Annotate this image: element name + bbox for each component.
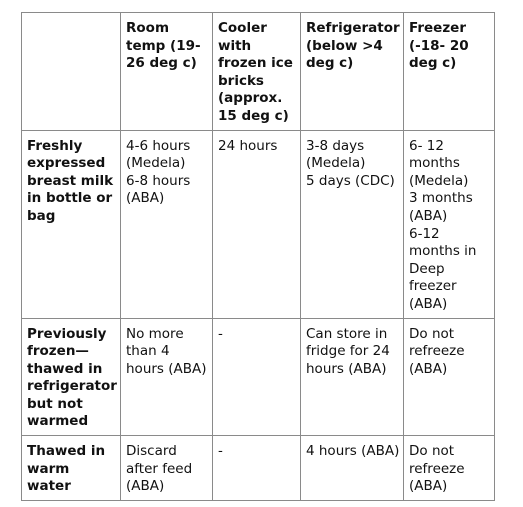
cell-line: 6-12 months in Deep freezer (ABA) [409, 225, 477, 312]
cell-refrigerator: 4 hours (ABA) [301, 436, 404, 501]
milk-storage-table [21, 12, 495, 501]
cell-line: 5 days (CDC) [306, 172, 395, 189]
cell-freezer: Do not refreeze (ABA) [404, 318, 495, 436]
cell-freezer: Do not refreeze (ABA) [404, 436, 495, 501]
cell-cooler: - [213, 318, 301, 436]
table-row [22, 436, 495, 501]
cell-line: 3 months (ABA) [409, 190, 473, 224]
cell-cooler: - [213, 436, 301, 501]
cell-refrigerator: Can store in fridge for 24 hours (ABA) [301, 318, 404, 436]
cell-room-temp: No more than 4 hours (ABA) [121, 318, 213, 436]
header-refrigerator: Refrigerator (below >4 deg c) [301, 13, 404, 131]
header-cooler: Cooler with frozen ice bricks (approx. 15 deg c) [213, 13, 301, 131]
cell-line: 4-6 hours (Medela) [126, 137, 191, 172]
row-label-freshly-expressed: Freshly expressed breast milk in bottle or bag [22, 130, 121, 318]
cell-line: 6- 12 months (Medela) [409, 137, 469, 189]
row-label-previously-frozen: Previously frozen—thawed in refrigerator but not warmed [22, 318, 121, 436]
cell-line: 3-8 days (Medela) [306, 137, 366, 172]
cell-freezer [404, 130, 495, 318]
cell-room-temp [121, 130, 213, 318]
header-freezer: Freezer (-18- 20 deg c) [404, 13, 495, 131]
header-room-temp: Room temp (19-26 deg c) [121, 13, 213, 131]
cell-line: 6-8 hours (ABA) [126, 172, 191, 207]
table-row [22, 318, 495, 436]
cell-room-temp: Discard after feed (ABA) [121, 436, 213, 501]
header-row [22, 13, 495, 131]
cell-refrigerator [301, 130, 404, 318]
cell-cooler: 24 hours [213, 130, 301, 318]
row-label-thawed-warm-water: Thawed in warm water [22, 436, 121, 501]
table-row [22, 130, 495, 318]
header-corner-cell [22, 13, 121, 131]
